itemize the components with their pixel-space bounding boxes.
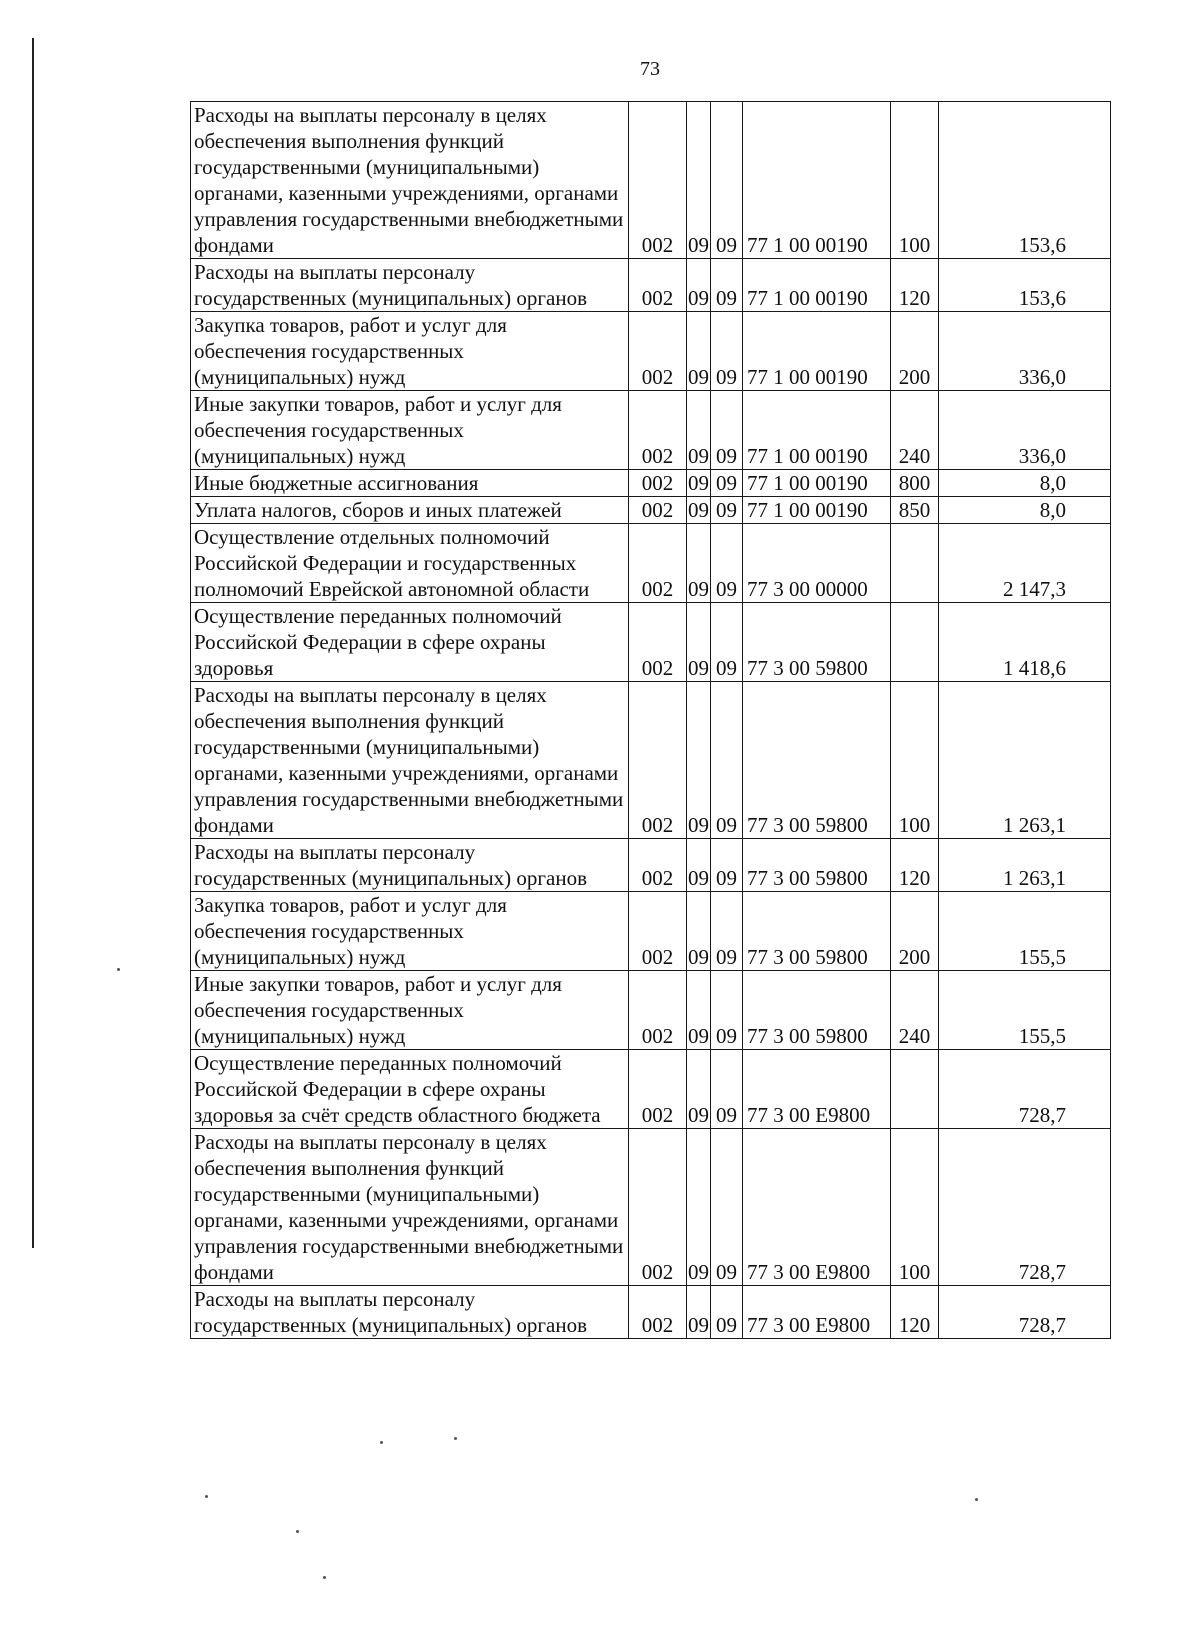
- expense-type-code-cell: 120: [891, 1286, 939, 1339]
- expense-type-code-cell: [891, 1050, 939, 1129]
- subsection-code-cell: 09: [711, 470, 743, 497]
- expense-type-code-cell: 200: [891, 892, 939, 971]
- subsection-code-cell: 09: [711, 102, 743, 259]
- expense-type-code-cell: 100: [891, 1129, 939, 1286]
- section-code-cell: 09: [687, 839, 711, 892]
- subsection-code-cell: 09: [711, 839, 743, 892]
- ministry-code-cell: 002: [629, 470, 687, 497]
- binding-margin-line: [32, 38, 34, 1248]
- amount-cell: 1 418,6: [939, 603, 1111, 682]
- table-row: [191, 603, 1111, 682]
- expense-name-cell: Иные закупки товаров, работ и услуг для обеспечения государственных (муниципальных) нужд: [191, 391, 629, 470]
- table-row: [191, 312, 1111, 391]
- ministry-code-cell: 002: [629, 1129, 687, 1286]
- scan-speck: [380, 1441, 383, 1444]
- ministry-code-cell: 002: [629, 603, 687, 682]
- target-article-code-cell: 77 3 00 Е9800: [743, 1129, 891, 1286]
- target-article-code-cell: 77 1 00 00190: [743, 102, 891, 259]
- scan-speck: [454, 1437, 457, 1440]
- ministry-code-cell: 002: [629, 391, 687, 470]
- table-row: [191, 470, 1111, 497]
- subsection-code-cell: 09: [711, 391, 743, 470]
- budget-table: [190, 101, 1111, 1339]
- expense-name-cell: Осуществление переданных полномочий Российской Федерации в сфере охраны здоровья за счёт средств областного бюджета: [191, 1050, 629, 1129]
- expense-type-code-cell: [891, 524, 939, 603]
- subsection-code-cell: 09: [711, 971, 743, 1050]
- expense-type-code-cell: 120: [891, 839, 939, 892]
- table-row: [191, 497, 1111, 524]
- amount-cell: 1 263,1: [939, 839, 1111, 892]
- target-article-code-cell: 77 3 00 59800: [743, 603, 891, 682]
- section-code-cell: 09: [687, 892, 711, 971]
- subsection-code-cell: 09: [711, 312, 743, 391]
- target-article-code-cell: 77 3 00 Е9800: [743, 1286, 891, 1339]
- expense-type-code-cell: 100: [891, 682, 939, 839]
- section-code-cell: 09: [687, 1050, 711, 1129]
- expense-name-cell: Иные закупки товаров, работ и услуг для обеспечения государственных (муниципальных) нужд: [191, 971, 629, 1050]
- target-article-code-cell: 77 1 00 00190: [743, 497, 891, 524]
- subsection-code-cell: 09: [711, 603, 743, 682]
- ministry-code-cell: 002: [629, 892, 687, 971]
- target-article-code-cell: 77 3 00 00000: [743, 524, 891, 603]
- ministry-code-cell: 002: [629, 102, 687, 259]
- scan-speck: [296, 1530, 299, 1533]
- scan-speck: [975, 1498, 978, 1501]
- section-code-cell: 09: [687, 391, 711, 470]
- section-code-cell: 09: [687, 603, 711, 682]
- amount-cell: 728,7: [939, 1050, 1111, 1129]
- amount-cell: 336,0: [939, 391, 1111, 470]
- ministry-code-cell: 002: [629, 497, 687, 524]
- target-article-code-cell: 77 3 00 59800: [743, 682, 891, 839]
- subsection-code-cell: 09: [711, 892, 743, 971]
- expense-type-code-cell: 850: [891, 497, 939, 524]
- amount-cell: 155,5: [939, 971, 1111, 1050]
- amount-cell: 728,7: [939, 1129, 1111, 1286]
- expense-name-cell: Закупка товаров, работ и услуг для обеспечения государственных (муниципальных) нужд: [191, 312, 629, 391]
- target-article-code-cell: 77 1 00 00190: [743, 312, 891, 391]
- expense-type-code-cell: 800: [891, 470, 939, 497]
- expense-name-cell: Закупка товаров, работ и услуг для обеспечения государственных (муниципальных) нужд: [191, 892, 629, 971]
- target-article-code-cell: 77 1 00 00190: [743, 259, 891, 312]
- ministry-code-cell: 002: [629, 259, 687, 312]
- table-row: [191, 524, 1111, 603]
- target-article-code-cell: 77 3 00 59800: [743, 839, 891, 892]
- section-code-cell: 09: [687, 1129, 711, 1286]
- amount-cell: 153,6: [939, 259, 1111, 312]
- amount-cell: 155,5: [939, 892, 1111, 971]
- table-row: [191, 259, 1111, 312]
- scan-speck: [323, 1576, 326, 1579]
- amount-cell: 1 263,1: [939, 682, 1111, 839]
- subsection-code-cell: 09: [711, 259, 743, 312]
- expense-name-cell: Осуществление отдельных полномочий Российской Федерации и государственных полномочий Еврейской автономной области: [191, 524, 629, 603]
- scan-speck: [117, 968, 120, 971]
- table-row: [191, 1129, 1111, 1286]
- section-code-cell: 09: [687, 312, 711, 391]
- scan-speck: [205, 1495, 208, 1498]
- table-row: [191, 839, 1111, 892]
- ministry-code-cell: 002: [629, 312, 687, 391]
- expense-name-cell: Иные бюджетные ассигнования: [191, 470, 629, 497]
- section-code-cell: 09: [688, 498, 709, 522]
- ministry-code-cell: 002: [629, 971, 687, 1050]
- ministry-code-cell: 002: [629, 682, 687, 839]
- section-code-cell: 09: [687, 971, 711, 1050]
- subsection-code-cell: 09: [711, 682, 743, 839]
- subsection-code-cell: 09: [711, 1129, 743, 1286]
- target-article-code-cell: 77 1 00 00190: [743, 391, 891, 470]
- target-article-code-cell: 77 1 00 00190: [743, 470, 891, 497]
- expense-type-code-cell: [891, 603, 939, 682]
- ministry-code-cell: 002: [629, 1050, 687, 1129]
- target-article-code-cell: 77 3 00 59800: [743, 971, 891, 1050]
- table-row: [191, 102, 1111, 259]
- budget-table-body: [191, 102, 1111, 1339]
- ministry-code-cell: 002: [629, 839, 687, 892]
- table-row: [191, 892, 1111, 971]
- expense-type-code-cell: 240: [891, 391, 939, 470]
- ministry-code-cell: 002: [629, 1286, 687, 1339]
- expense-name-cell: Расходы на выплаты персоналу государственных (муниципальных) органов: [191, 839, 629, 892]
- section-code-cell: 09: [687, 524, 711, 603]
- target-article-code-cell: 77 3 00 59800: [743, 892, 891, 971]
- expense-name-cell: Осуществление переданных полномочий Российской Федерации в сфере охраны здоровья: [191, 603, 629, 682]
- amount-cell: 8,0: [939, 470, 1111, 497]
- amount-cell: 8,0: [939, 497, 1111, 524]
- subsection-code-cell: 09: [711, 1050, 743, 1129]
- expense-type-code-cell: 200: [891, 312, 939, 391]
- table-row: [191, 1050, 1111, 1129]
- amount-cell: 153,6: [939, 102, 1111, 259]
- page-number: 73: [640, 58, 660, 80]
- section-code-cell: 09: [688, 471, 709, 495]
- expense-name-cell: Уплата налогов, сборов и иных платежей: [191, 497, 629, 524]
- expense-name-cell: Расходы на выплаты персоналу государственных (муниципальных) органов: [191, 259, 629, 312]
- table-row: [191, 682, 1111, 839]
- expense-type-code-cell: 120: [891, 259, 939, 312]
- amount-cell: 336,0: [939, 312, 1111, 391]
- subsection-code-cell: 09: [711, 1286, 743, 1339]
- expense-name-cell: Расходы на выплаты персоналу в целях обеспечения выполнения функций государственными (муниципальными) органами, казенными учреждениями, органами управления государственными внебюджетными фондами: [191, 102, 629, 259]
- table-row: [191, 1286, 1111, 1339]
- expense-name-cell: Расходы на выплаты персоналу в целях обеспечения выполнения функций государственными (муниципальными) органами, казенными учреждениями, органами управления государственными внебюджетными фондами: [191, 682, 629, 839]
- expense-name-cell: Расходы на выплаты персоналу в целях обеспечения выполнения функций государственными (муниципальными) органами, казенными учреждениями, органами управления государственными внебюджетными фондами: [191, 1129, 629, 1286]
- table-row: [191, 391, 1111, 470]
- target-article-code-cell: 77 3 00 Е9800: [743, 1050, 891, 1129]
- ministry-code-cell: 002: [629, 524, 687, 603]
- expense-type-code-cell: 100: [891, 102, 939, 259]
- section-code-cell: 09: [687, 102, 711, 259]
- amount-cell: 2 147,3: [939, 524, 1111, 603]
- subsection-code-cell: 09: [711, 524, 743, 603]
- expense-type-code-cell: 240: [891, 971, 939, 1050]
- expense-name-cell: Расходы на выплаты персоналу государственных (муниципальных) органов: [191, 1286, 629, 1339]
- section-code-cell: 09: [687, 259, 711, 312]
- section-code-cell: 09: [687, 682, 711, 839]
- table-row: [191, 971, 1111, 1050]
- amount-cell: 728,7: [939, 1286, 1111, 1339]
- section-code-cell: 09: [687, 1286, 711, 1339]
- subsection-code-cell: 09: [711, 497, 743, 524]
